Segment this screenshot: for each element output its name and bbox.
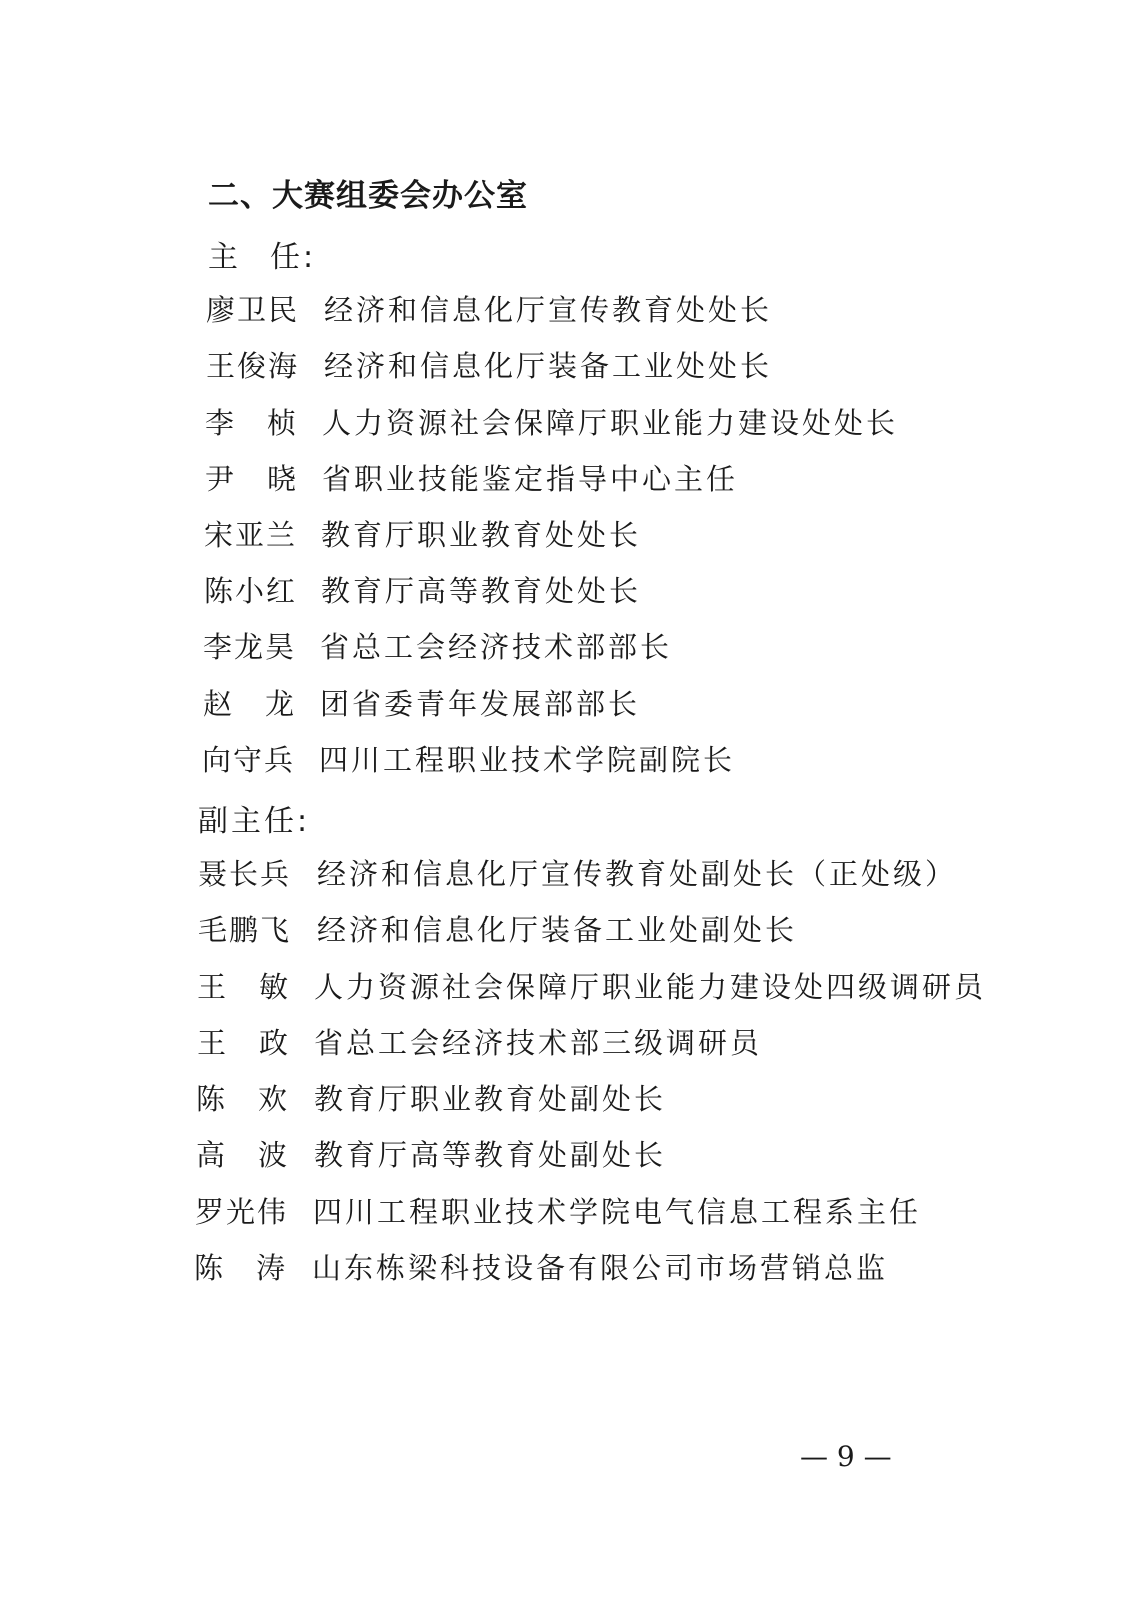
member-name: 赵 龙 [203, 687, 297, 721]
member-title: 教育厅职业教育处副处长 [314, 1082, 667, 1116]
member-title: 教育厅高等教育处处长 [321, 574, 642, 608]
member-title: 人力资源社会保障厅职业能力建设处处长 [322, 406, 899, 440]
member-name: 陈小红 [204, 574, 298, 608]
member-name: 李龙昊 [203, 630, 297, 664]
member-title: 经济和信息化厅宣传教育处处长 [324, 293, 773, 327]
member-name: 陈 涛 [194, 1251, 288, 1285]
member-name: 王俊海 [206, 349, 300, 383]
member-name: 向守兵 [202, 743, 296, 777]
page-number: — 9 — [800, 1440, 892, 1473]
member-name: 王 敏 [197, 970, 291, 1004]
member-title: 四川工程职业技术学院副院长 [319, 743, 736, 777]
member-title: 省总工会经济技术部三级调研员 [314, 1026, 763, 1060]
section-title: 二、大赛组委会办公室 [208, 178, 528, 214]
member-name: 陈 欢 [196, 1082, 290, 1116]
member-title: 经济和信息化厅装备工业处处长 [324, 349, 773, 383]
director-label-part-b: 任: [270, 240, 317, 275]
director-label [208, 232, 316, 276]
member-name: 廖卫民 [206, 293, 300, 327]
member-title: 教育厅高等教育处副处长 [314, 1138, 667, 1172]
deputy-label: 副主任: [198, 804, 311, 839]
member-title: 四川工程职业技术学院电气信息工程系主任 [313, 1195, 922, 1229]
member-title: 人力资源社会保障厅职业能力建设处四级调研员 [314, 970, 987, 1004]
member-name: 尹 晓 [205, 462, 299, 496]
director-label-part-a: 主 [208, 240, 241, 275]
member-name: 毛鹏飞 [198, 913, 292, 947]
member-name: 聂长兵 [198, 857, 292, 891]
member-title: 教育厅职业教育处处长 [321, 518, 642, 552]
member-name: 宋亚兰 [204, 518, 298, 552]
member-title: 团省委青年发展部部长 [320, 687, 641, 721]
member-title: 经济和信息化厅装备工业处副处长 [317, 913, 798, 947]
member-name: 李 桢 [205, 406, 299, 440]
member-title: 山东栋梁科技设备有限公司市场营销总监 [312, 1251, 889, 1285]
member-name: 高 波 [196, 1138, 290, 1172]
member-name: 罗光伟 [195, 1195, 289, 1229]
member-title: 省总工会经济技术部部长 [320, 630, 673, 664]
member-title: 省职业技能鉴定指导中心主任 [322, 462, 739, 496]
member-title: 经济和信息化厅宣传教育处副处长（正处级） [317, 857, 958, 891]
member-name: 王 政 [197, 1026, 291, 1060]
